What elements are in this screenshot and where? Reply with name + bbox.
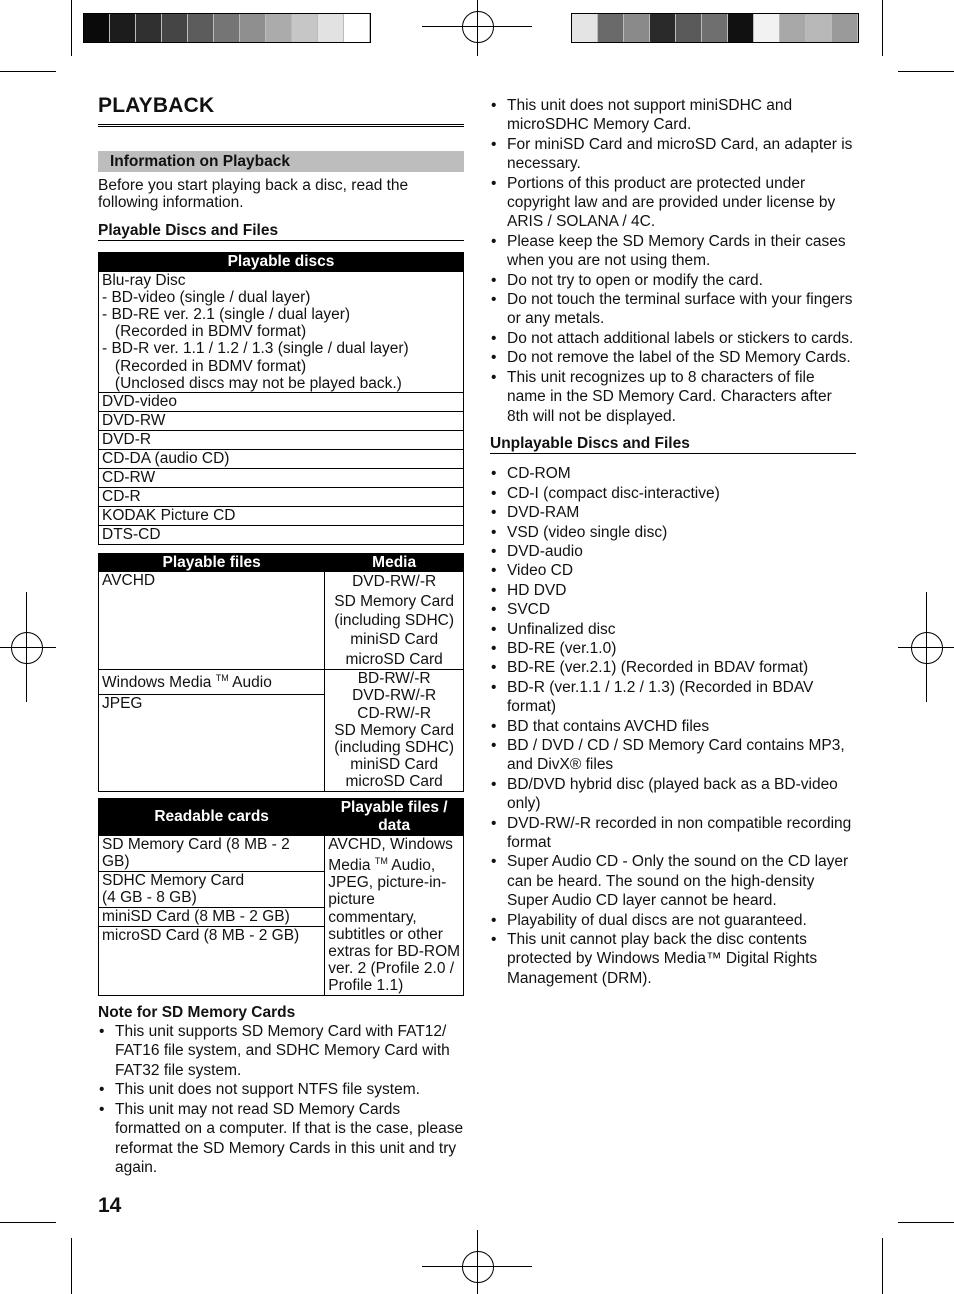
intro-text: Before you start playing back a disc, read the following information. <box>98 177 409 211</box>
color-bar-left <box>83 13 371 43</box>
right-notes-list <box>490 96 856 426</box>
page-title: PLAYBACK <box>98 96 464 127</box>
note-item: • This unit does not support NTFS file system. <box>98 1080 464 1099</box>
unplayable-item: • Unfinalized disc <box>490 620 856 639</box>
note-item: • Do not touch the terminal surface with your fingers or any metals. <box>490 290 856 329</box>
registration-target-icon <box>11 632 43 664</box>
unplayable-item: • Video CD <box>490 561 856 580</box>
media-item: (including SDHC) <box>334 739 455 757</box>
playable-discs-table <box>98 252 464 545</box>
table-cell: AVCHD <box>99 572 325 670</box>
readable-cards-table <box>98 798 464 996</box>
table-cell: SDHC Memory Card (4 GB - 8 GB) <box>99 871 325 907</box>
color-swatch <box>84 14 110 42</box>
color-swatch <box>598 14 624 42</box>
media-item: (including SDHC) <box>334 612 455 630</box>
disc-row: DVD-RW <box>99 412 464 431</box>
color-swatch <box>214 14 240 42</box>
crop-mark <box>882 0 883 56</box>
unplayable-item: • HD DVD <box>490 581 856 600</box>
color-swatch <box>806 14 832 42</box>
unplayable-item: • Playability of dual discs are not guaranteed. <box>490 911 856 930</box>
media-item: miniSD Card <box>350 631 439 649</box>
color-swatch <box>318 14 344 42</box>
table-cell-bluray <box>99 271 464 392</box>
bluray-lines <box>102 272 460 392</box>
color-swatch <box>624 14 650 42</box>
disc-rows <box>99 393 464 545</box>
registration-target-icon <box>911 632 943 664</box>
table-cell: Windows Media ™ Audio <box>99 670 325 695</box>
color-swatch <box>832 14 858 42</box>
color-swatch <box>754 14 780 42</box>
unplayable-item: • BD that contains AVCHD files <box>490 717 856 736</box>
note-item: • For miniSD Card and microSD Card, an adapter is necessary. <box>490 135 856 174</box>
crop-mark <box>0 71 56 72</box>
unplayable-item: • DVD-RAM <box>490 503 856 522</box>
note-item: • Please keep the SD Memory Cards in their cases when you are not using them. <box>490 232 856 271</box>
color-swatch <box>344 14 370 42</box>
unplayable-item: • CD-ROM <box>490 464 856 483</box>
table-cell: miniSD Card (8 MB - 2 GB) <box>99 908 325 927</box>
note-item: • Portions of this product are protected under copyright law and are provided under license by ARIS / SOLANA / 4C. <box>490 174 856 232</box>
unplayable-item: • This unit cannot play back the disc contents protected by Windows Media™ Digital Rights Management (DRM). <box>490 930 856 988</box>
registration-target-icon <box>462 11 494 43</box>
note-item: • This unit does not support miniSDHC and microSDHC Memory Card. <box>490 96 856 135</box>
bluray-line: - BD-RE ver. 2.1 (single / dual layer) <box>102 306 351 324</box>
disc-row: CD-R <box>99 488 464 507</box>
color-swatch <box>136 14 162 42</box>
subsection-heading: Playable Discs and Files <box>98 221 464 241</box>
table-cell: JPEG <box>99 695 325 792</box>
color-bar-right <box>571 13 859 43</box>
unplayable-item: • Super Audio CD - Only the sound on the CD layer can be heard. The sound on the high-density Super Audio CD layer cannot be heard. <box>490 852 856 910</box>
right-column <box>490 96 856 988</box>
disc-row: CD-DA (audio CD) <box>99 450 464 469</box>
disc-row: DVD-video <box>99 393 464 412</box>
bluray-line: Blu-ray Disc <box>102 271 186 289</box>
table-header: Playable files <box>99 554 325 572</box>
bluray-line: - BD-video (single / dual layer) <box>102 288 311 306</box>
media-item: CD-RW/-R <box>357 704 432 722</box>
media-item: DVD-RW/-R <box>352 687 437 705</box>
bluray-line: (Recorded in BDMV format) <box>102 323 307 341</box>
table-header: Media <box>325 554 464 572</box>
bluray-line: (Unclosed discs may not be played back.) <box>102 374 402 392</box>
unplayable-item: • BD/DVD hybrid disc (played back as a BD-video only) <box>490 775 856 814</box>
playable-files-table <box>98 553 464 792</box>
crop-mark <box>898 71 954 72</box>
crop-mark <box>71 0 72 56</box>
color-swatch <box>572 14 598 42</box>
media-item: SD Memory Card <box>334 721 454 739</box>
unplayable-item: • BD-R (ver.1.1 / 1.2 / 1.3) (Recorded in BDAV format) <box>490 678 856 717</box>
bluray-line: - BD-R ver. 1.1 / 1.2 / 1.3 (single / dual layer) <box>102 340 409 358</box>
media-item: DVD-RW/-R <box>352 573 437 591</box>
unplayable-item: • SVCD <box>490 600 856 619</box>
color-swatch <box>728 14 754 42</box>
table-header: Playable files / data <box>325 798 464 835</box>
disc-row: DVD-R <box>99 431 464 450</box>
crop-mark <box>71 1238 72 1294</box>
disc-row: DTS-CD <box>99 526 464 545</box>
unplayable-item: • BD / DVD / CD / SD Memory Card contains MP3, and DivX® files <box>490 736 856 775</box>
media-item: SD Memory Card <box>334 592 454 610</box>
media-item: BD-RW/-R <box>357 670 431 688</box>
crop-mark <box>898 1222 954 1223</box>
bluray-line: (Recorded in BDMV format) <box>102 357 307 375</box>
color-swatch <box>702 14 728 42</box>
color-swatch <box>780 14 806 42</box>
table-cell-media <box>325 572 464 670</box>
subsection-heading: Unplayable Discs and Files <box>490 434 856 454</box>
color-swatch <box>650 14 676 42</box>
table-cell-media <box>325 670 464 791</box>
unplayable-item: • VSD (video single disc) <box>490 523 856 542</box>
unplayable-item: • DVD-RW/-R recorded in non compatible recording format <box>490 814 856 853</box>
note-list <box>98 1022 464 1177</box>
unplayable-item: • BD-RE (ver.2.1) (Recorded in BDAV format) <box>490 658 856 677</box>
table-cell: microSD Card (8 MB - 2 GB) <box>99 926 325 995</box>
color-swatch <box>266 14 292 42</box>
crop-mark <box>0 1222 56 1223</box>
note-item: • This unit may not read SD Memory Cards formatted on a computer. If that is the case, please reformat the SD Memory Cards in this unit and try again. <box>98 1100 464 1178</box>
table-cell-data: AVCHD, Windows Media ™ Audio, JPEG, picture-in-picture commentary, subtitles or other extras for BD-ROM ver. 2 (Profile 2.0 / Profile 1.1) <box>325 835 464 995</box>
registration-target-icon <box>462 1251 494 1283</box>
left-column <box>98 96 464 1177</box>
color-swatch <box>240 14 266 42</box>
color-swatch <box>676 14 702 42</box>
table-header: Playable discs <box>99 253 464 271</box>
unplayable-list <box>490 464 856 988</box>
disc-row: KODAK Picture CD <box>99 507 464 526</box>
color-swatch <box>188 14 214 42</box>
page-number: 14 <box>98 1194 122 1217</box>
color-swatch <box>110 14 136 42</box>
section-heading: Information on Playback <box>98 151 464 172</box>
media-item: miniSD Card <box>350 756 439 774</box>
note-item: • Do not try to open or modify the card. <box>490 271 856 290</box>
media-item: microSD Card <box>345 650 443 668</box>
table-cell: SD Memory Card (8 MB - 2 GB) <box>99 835 325 871</box>
disc-row: CD-RW <box>99 469 464 488</box>
media-item: microSD Card <box>345 773 443 791</box>
note-item: • This unit recognizes up to 8 characters of file name in the SD Memory Card. Characters after 8th will not be displayed. <box>490 368 856 426</box>
color-swatch <box>162 14 188 42</box>
color-swatch <box>292 14 318 42</box>
note-item: • Do not attach additional labels or stickers to cards. <box>490 329 856 348</box>
table-header: Readable cards <box>99 798 325 835</box>
note-heading: Note for SD Memory Cards <box>98 1003 296 1021</box>
note-item: • This unit supports SD Memory Card with FAT12/ FAT16 file system, and SDHC Memory Card with FAT32 file system. <box>98 1022 464 1080</box>
crop-mark <box>882 1238 883 1294</box>
unplayable-item: • BD-RE (ver.1.0) <box>490 639 856 658</box>
unplayable-item: • DVD-audio <box>490 542 856 561</box>
note-item: • Do not remove the label of the SD Memory Cards. <box>490 348 856 367</box>
unplayable-item: • CD-I (compact disc-interactive) <box>490 484 856 503</box>
